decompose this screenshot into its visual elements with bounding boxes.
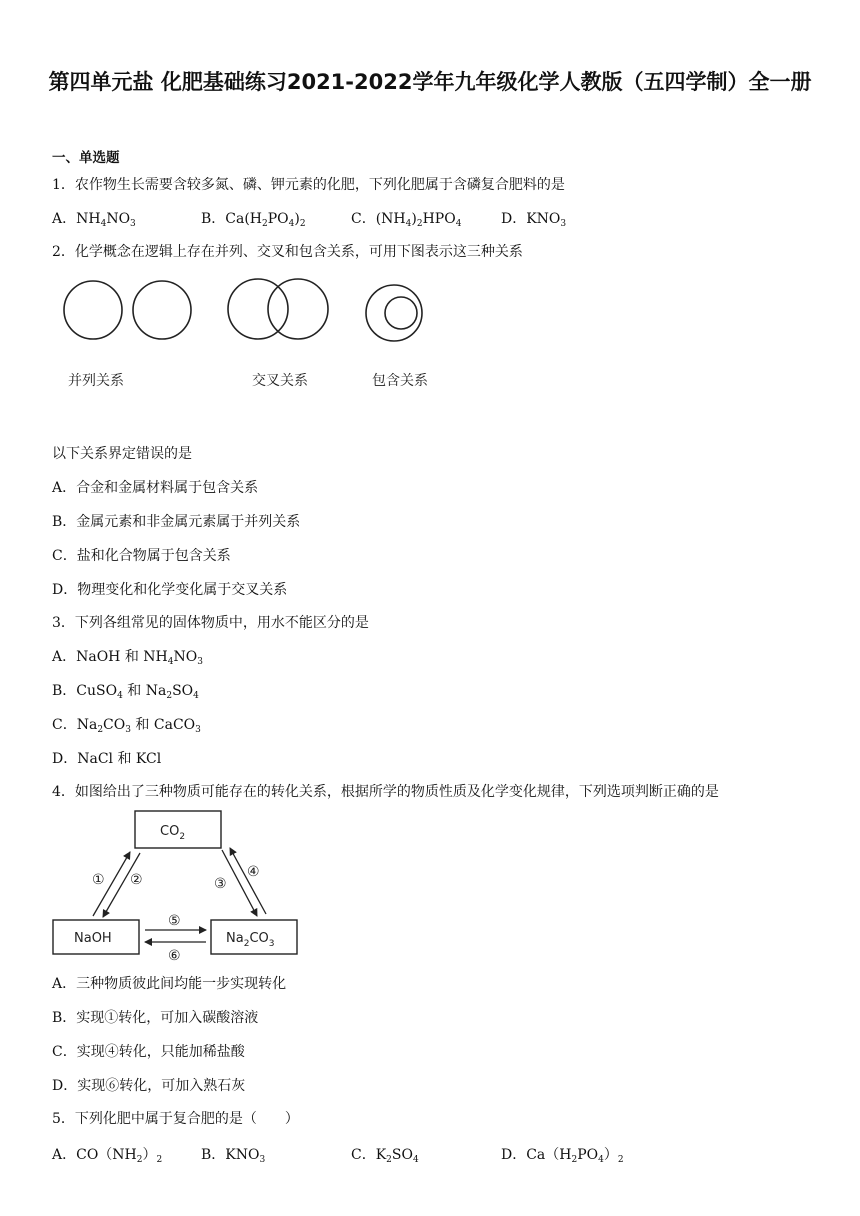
arrow-3 bbox=[222, 850, 257, 916]
q3-option-c: C．$Na_2CO_3$ 和 CaCO$_3$ bbox=[52, 717, 201, 735]
question-4-stem: 4．如图给出了三种物质可能存在的转化关系，根据所学的物质性质及化学变化规律，下列选项判断正确的是 bbox=[52, 784, 719, 800]
label-5: ⑤ bbox=[168, 913, 181, 929]
q5-option-c: C．$K_2SO_4$ bbox=[351, 1147, 419, 1165]
question-2-prompt: 以下关系界定错误的是 bbox=[52, 446, 192, 462]
parallel-circle-right bbox=[133, 281, 191, 339]
box-co2-label: $CO_2$ bbox=[160, 824, 186, 842]
set-relations-figure bbox=[52, 272, 452, 402]
q4-option-b: B．实现①转化，可加入碳酸溶液 bbox=[52, 1010, 259, 1026]
question-5-options bbox=[52, 1144, 812, 1164]
q4-option-d: D．实现⑥转化，可加入熟石灰 bbox=[52, 1078, 246, 1094]
contain-circle-inner bbox=[385, 297, 417, 329]
q5-option-d: D．$Ca(H_2PO_4)_2$ bbox=[501, 1147, 624, 1165]
q2-option-b: B．金属元素和非金属元素属于并列关系 bbox=[52, 514, 301, 530]
question-2-stem: 2．化学概念在逻辑上存在并列、交叉和包含关系，可用下图表示这三种关系 bbox=[52, 244, 523, 260]
q2-option-c: C．盐和化合物属于包含关系 bbox=[52, 548, 231, 564]
q5-option-a: A．$CO(NH_2)_2$ bbox=[52, 1147, 163, 1165]
label-1: ① bbox=[92, 872, 105, 888]
label-3: ③ bbox=[214, 876, 227, 892]
q4-option-a: A．三种物质彼此间均能一步实现转化 bbox=[52, 976, 287, 992]
page-title: 第四单元盐 化肥基础练习2021-2022学年九年级化学人教版（五四学制）全一册 bbox=[48, 70, 812, 94]
section-heading: 一、单选题 bbox=[52, 150, 120, 166]
label-intersect: 交叉关系 bbox=[252, 373, 308, 389]
q3-option-a: A．NaOH 和 $NH_4NO_3$ bbox=[52, 649, 203, 667]
label-6: ⑥ bbox=[168, 948, 181, 964]
intersect-circle-left bbox=[228, 279, 288, 339]
label-4: ④ bbox=[247, 864, 260, 880]
q4-option-c: C．实现④转化，只能加稀盐酸 bbox=[52, 1044, 245, 1060]
contain-circle-outer bbox=[366, 285, 422, 341]
q5-option-b: B．$KNO_3$ bbox=[201, 1147, 266, 1165]
intersect-circle-right bbox=[268, 279, 328, 339]
parallel-circle-left bbox=[64, 281, 122, 339]
conversion-diagram bbox=[50, 808, 310, 968]
question-3-stem: 3．下列各组常见的固体物质中，用水不能区分的是 bbox=[52, 615, 369, 631]
q2-option-a: A．合金和金属材料属于包含关系 bbox=[52, 480, 259, 496]
q3-option-d: D．NaCl 和 KCl bbox=[52, 751, 162, 767]
q1-option-a: A．$NH_4NO_3$ bbox=[52, 211, 136, 229]
label-2: ② bbox=[130, 872, 143, 888]
box-na2co3-label: $Na_2CO_3$ bbox=[226, 931, 275, 949]
q2-option-d: D．物理变化和化学变化属于交叉关系 bbox=[52, 582, 288, 598]
arrow-4 bbox=[230, 848, 266, 914]
question-1-stem: 1．农作物生长需要含较多氮、磷、钾元素的化肥，下列化肥属于含磷复合肥料的是 bbox=[52, 177, 565, 193]
box-naoh-label: NaOH bbox=[74, 931, 112, 946]
q1-option-b: B．$Ca(H_2PO_4)_2$ bbox=[201, 211, 306, 229]
q1-option-c: C．$(NH_4)_2HPO_4$ bbox=[351, 211, 462, 229]
question-1-options bbox=[52, 208, 812, 228]
q1-option-d: D．$KNO_3$ bbox=[501, 211, 567, 229]
question-5-stem: 5．下列化肥中属于复合肥的是（ ） bbox=[52, 1111, 299, 1127]
label-contain: 包含关系 bbox=[372, 373, 428, 389]
q3-option-b: B．CuSO$_4$ 和 $Na_2SO_4$ bbox=[52, 683, 199, 701]
label-parallel: 并列关系 bbox=[68, 373, 124, 389]
